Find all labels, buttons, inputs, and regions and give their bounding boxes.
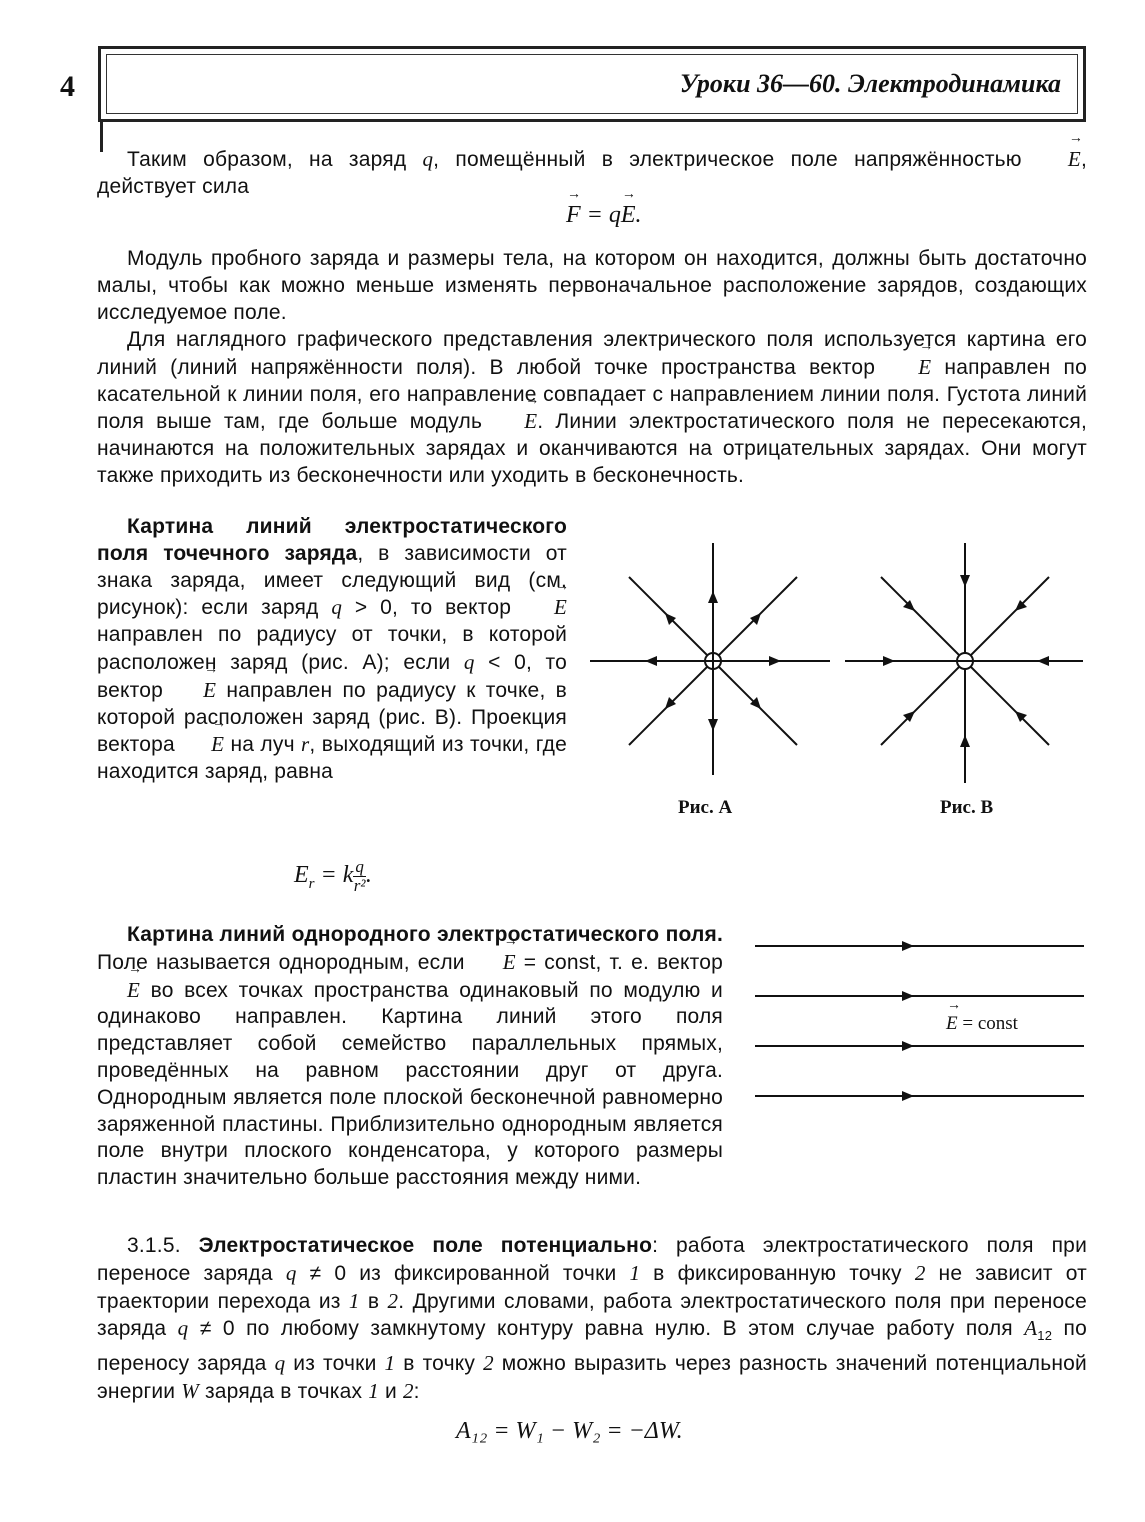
figure-a-positive-charge bbox=[590, 543, 830, 775]
work-formula: A₁₂ = W₁ − W₂ = −ΔW. bbox=[456, 1418, 683, 1444]
field-lines-paragraph: Для наглядного графического представления электрического поля используется картина его линий (линий напряжённости поля). В любой точке пространства вектор → E направлен по касательной к линии поля, его направление совпадает с направлением линии поля. Густота линий поля выше там, где больше модуль → E. Линии электростатического поля не пересекаются, начинаются на положительных зарядах и оканчиваются на отрицательных зарядах. Они могут также приходить из бесконечности или уходить в бесконечность. bbox=[97, 327, 1087, 490]
point-charge-paragraph: Картина линий электростатического поля точечного заряда, в зависимости от знака заряда, имеет следующий вид (см. рисунок): если заряд q > 0, то вектор → E направлен по радиусу от точки, в которой расположен заряд (рис. А); если q < 0, то вектор → E направлен по радиусу к точке, в которой расположен заряд (рис. В). Проекция вектора → E на луч r, выходящий из точки, где находится заряд, равна bbox=[97, 514, 567, 786]
header-inner-frame bbox=[106, 54, 1078, 114]
intro-paragraph: Таким образом, на заряд q, помещённый в электрическое поле напряжённостью → E, действует сила bbox=[97, 146, 1087, 201]
figure-b-caption: Рис. В bbox=[940, 797, 994, 818]
potential-section-paragraph: 3.1.5. Электростатическое поле потенциально: работа электростатического поля при переносе заряда q ≠ 0 из фиксированной точки 1 в фиксированную точку 2 не зависит от траектории перехода из 1 в 2. Другими словами, работа электростатического поля при переносе заряда q ≠ 0 по любому замкнутому контуру равна нулю. В этом случае работу поля $A_{12}$ по переносу заряда q из точки 1 в точку 2 можно выразить через разность значений потенциальной энергии W заряда в точках 1 и 2: bbox=[97, 1234, 1088, 1404]
uniform-field-paragraph-top: Картина линий однородного электростатического поля. Поле называется однородным, если → E = const, т. е. вектор → E во всех точках пространства одинаковый по модулю и одинаково направлен. Картина линий этого поля представляет собой семейство параллельных прямых, проведённых на равном расстоянии друг от друга. Однородным является поле плоской бесконечной равномерно заряженной пластины. Приблизительно однородным является поле внутри плоского конденсатора, у которого размеры пластин значительно больше расстояния между ними. bbox=[97, 922, 723, 1192]
uniform-field-label: → E = const bbox=[946, 1013, 1018, 1035]
point-charge-formula: $E_r = k$ $\frac{q}{\text{r²}}$ . bbox=[294, 857, 372, 895]
point-charge-field-figures bbox=[585, 535, 1085, 790]
figure-a-caption: Рис. А bbox=[678, 797, 733, 818]
force-formula: → F = q→ E. bbox=[566, 202, 642, 229]
probe-charge-paragraph: Модуль пробного заряда и размеры тела, на котором он находится, должны быть достаточно малы, чтобы как можно меньше изменять первоначальное расположение зарядов, создающих исследуемое поле. bbox=[97, 247, 1087, 324]
uniform-field-figure bbox=[750, 930, 1090, 1110]
page-number: 4 bbox=[60, 70, 75, 103]
running-header-title: Уроки 36—60. Электродинамика bbox=[679, 69, 1061, 98]
